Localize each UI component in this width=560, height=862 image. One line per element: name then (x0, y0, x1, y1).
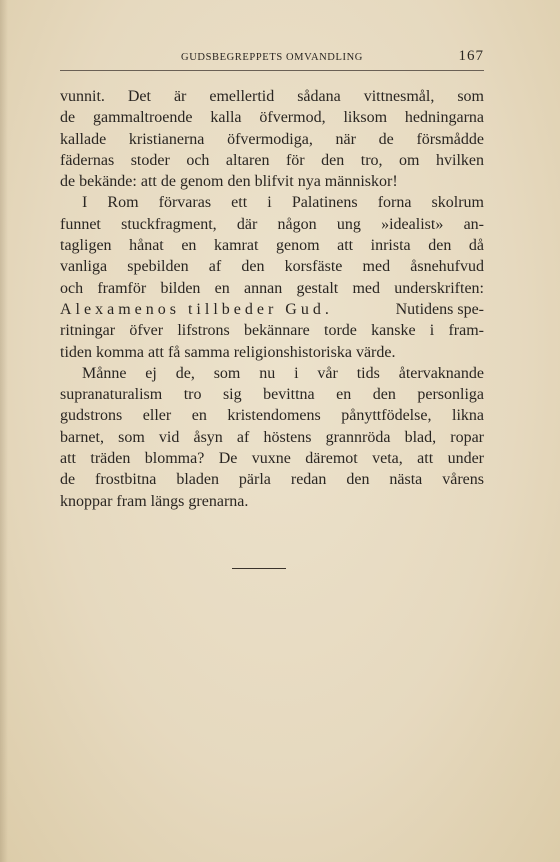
text-line: de bekände: att de genom den blifvit nya människor! (60, 173, 398, 191)
spaced-inscription: Alexamenos tillbeder Gud. (60, 300, 333, 318)
text-line: de frostbitna bladen pärla redan den nästa vårens (60, 471, 484, 489)
section-end-rule (232, 568, 286, 569)
text-line: knoppar fram längs grenarna. (60, 492, 249, 510)
header-rule (60, 70, 484, 71)
text-line: att träden blomma? De vuxne däremot veta, att under (60, 450, 484, 468)
text-line-spaced (60, 299, 484, 320)
text-line-tail: Nutidens spe- (395, 300, 484, 318)
text-line: de gammaltroende kalla öfvermod, liksom hedningarna (60, 109, 484, 127)
running-head (60, 48, 484, 70)
text-line: vunnit. Det är emellertid sådana vittnesmål, som (60, 88, 484, 105)
text-line: och framför bilden en annan gestalt med underskriften: (60, 279, 484, 297)
text-line: vanliga spebilden af den korsfäste med åsnehufvud (60, 258, 484, 276)
text-line: supranaturalism tro sig bevittna en den personliga (60, 386, 484, 404)
body-text (60, 86, 484, 512)
page-number: 167 (458, 48, 484, 64)
text-line: tiden komma att få samma religionshistoriska värde. (60, 343, 396, 361)
text-line: tagligen hånat en kamrat genom att inrista den då (60, 237, 484, 255)
running-title: GUDSBEGREPPETS OMVANDLING (181, 52, 363, 63)
text-line: fädernas stoder och altaren för den tro, om hvilken (60, 151, 484, 169)
text-line: kallade kristianerna öfvermodiga, när de försmådde (60, 130, 484, 148)
text-line: funnet stuckfragment, där någon ung »idealist» an- (60, 215, 484, 233)
text-line: barnet, som vid åsyn af höstens grannröda blad, ropar (60, 428, 484, 446)
text-line: ritningar öfver lifstrons bekännare torde kanske i fram- (60, 322, 484, 340)
text-line: I Rom förvaras ett i Palatinens forna skolrum (82, 194, 484, 212)
text-line: Månne ej de, som nu i vår tids återvaknande (82, 364, 484, 382)
text-line: gudstrons eller en kristendomens pånyttfödelse, likna (60, 407, 484, 425)
page-edge-shadow (0, 0, 8, 862)
